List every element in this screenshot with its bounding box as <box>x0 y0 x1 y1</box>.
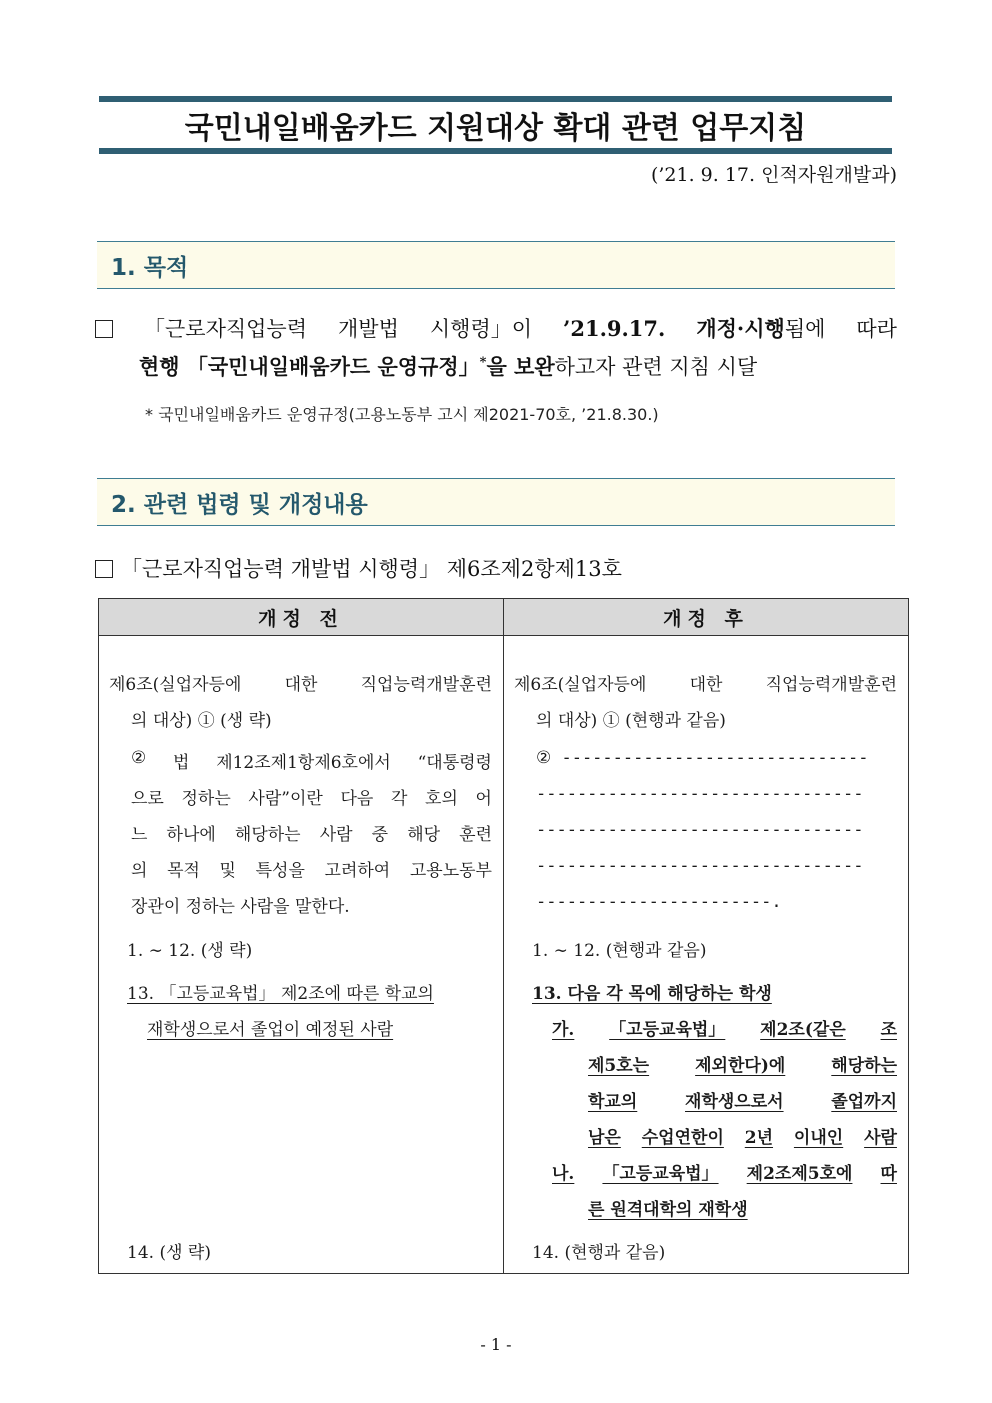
before-cell <box>99 636 504 1274</box>
word: 따 <box>880 1164 897 1184</box>
word: 훈련 <box>459 825 492 845</box>
after-item-ga-line-4 <box>588 1123 897 1148</box>
checkbox-square-icon <box>95 320 113 338</box>
comparison-table <box>98 598 909 1274</box>
before-para2-line-2 <box>131 784 492 809</box>
word: 개발법 <box>338 317 399 341</box>
section-2-heading: 2. 관련 법령 및 개정내용 <box>97 478 895 526</box>
word: 고려하여 <box>324 861 391 881</box>
purpose-line-2 <box>95 346 897 384</box>
law-reference <box>95 552 622 586</box>
checkbox-square-icon <box>95 560 113 578</box>
purpose-paragraph <box>95 312 897 384</box>
before-para2-line-3 <box>131 820 492 845</box>
word: 남은 <box>588 1128 621 1148</box>
before-item-14: 14. (생 략) <box>127 1243 211 1263</box>
word: 제외한다)에 <box>695 1056 786 1076</box>
word-bold: 개정·시행 <box>696 316 785 341</box>
word: 제12조제1항제6호에서 <box>216 753 391 773</box>
word: 목적 <box>167 861 200 881</box>
word: 으로 <box>131 789 164 809</box>
document-title: 국민내일배움카드 지원대상 확대 관련 업무지침 <box>184 111 807 146</box>
before-items-1-12: 1. ∼ 12. (생 략) <box>127 941 253 961</box>
dateline: (’21. 9. 17. 인적자원개발과) <box>650 164 897 186</box>
table-row <box>99 636 909 1274</box>
after-para2-line-2: -------------------------------- <box>536 784 864 804</box>
after-item-14: 14. (현행과 같음) <box>532 1243 666 1263</box>
before-para2-line-1 <box>131 748 492 773</box>
footnote: * 국민내일배움카드 운영규정(고용노동부 고시 제2021-70호, ’21.8.30.) <box>145 405 659 424</box>
word: 사람”이란 <box>248 789 323 809</box>
word: 「고등교육법」 <box>609 1020 726 1040</box>
word: 따라 <box>856 317 897 341</box>
footnote-mark: * <box>479 355 487 370</box>
regulation-name: 현행 「국민내일배움카드 운영규정」 <box>139 354 480 379</box>
word: 의 <box>131 861 148 881</box>
word: 다음 <box>340 789 374 809</box>
word: 가. <box>552 1020 575 1040</box>
section-1-heading: 1. 목적 <box>97 241 895 289</box>
before-article-line-1 <box>109 670 492 695</box>
before-article-line-2: 의 대상) ① (생 략) <box>131 711 272 731</box>
word: 됨에 <box>784 317 826 341</box>
word: 졸업까지 <box>831 1092 897 1112</box>
after-para2-line-4: -------------------------------- <box>536 856 864 876</box>
word: 및 <box>219 861 236 881</box>
word: 해당하는 <box>831 1056 897 1076</box>
word: 직업능력개발훈련 <box>765 675 897 695</box>
after-para2-line-5: -----------------------. <box>536 892 782 912</box>
after-items-1-12: 1. ∼ 12. (현행과 같음) <box>532 941 707 961</box>
word-group <box>696 312 825 346</box>
word: 사람 <box>864 1128 897 1148</box>
table-header-row <box>99 599 909 636</box>
word: 대한 <box>689 675 723 695</box>
word: 학교의 <box>588 1092 638 1112</box>
after-para2-line-1: ② ------------------------------ <box>536 748 869 768</box>
word: 제5호는 <box>588 1056 650 1076</box>
word: 「고등교육법」 <box>602 1164 719 1184</box>
header-before: 개정 전 <box>99 599 504 636</box>
word: 호의 <box>425 789 458 809</box>
after-item-13-line-1: 13. 다음 각 목에 해당하는 학생 <box>532 984 772 1004</box>
word: 대한 <box>284 675 318 695</box>
after-cell <box>504 636 909 1274</box>
after-item-ga-line-3 <box>588 1087 897 1112</box>
word: 느 <box>131 825 148 845</box>
word: 중 <box>371 825 389 845</box>
word: 수업연한이 <box>641 1128 724 1148</box>
word: ② <box>131 748 147 768</box>
word: 직업능력개발훈련 <box>360 675 492 695</box>
word: 사람 <box>319 825 353 845</box>
word: 어 <box>475 789 492 809</box>
word: 제6조(실업자등에 <box>109 675 242 695</box>
after-item-na-line-1 <box>552 1159 897 1184</box>
after-para2-line-3: -------------------------------- <box>536 820 864 840</box>
word: 해당 <box>407 825 441 845</box>
word: 해당하는 <box>234 825 301 845</box>
after-article-line-1 <box>514 670 897 695</box>
purpose-line-1 <box>95 312 897 346</box>
before-para2-line-4 <box>131 856 492 881</box>
purpose-tail: 하고자 관련 지침 시달 <box>554 355 758 379</box>
word-bold: ’21.9.17. <box>563 316 666 341</box>
header-after: 개정 후 <box>504 599 909 636</box>
word: 제2조(같은 <box>760 1020 846 1040</box>
before-item-13-line-2: 재학생으로서 졸업이 예정된 사람 <box>147 1020 394 1040</box>
word: 하나에 <box>166 825 216 845</box>
supplement-text: 을 보완 <box>486 354 555 379</box>
page-number: - 1 - <box>480 1335 512 1354</box>
law-reference-text: 「근로자직업능력 개발법 시행령」 제6조제2항제13호 <box>121 557 622 581</box>
after-article-line-2: 의 대상) ① (현행과 같음) <box>536 711 726 731</box>
word: 2년 <box>744 1128 774 1148</box>
word: 제6조(실업자등에 <box>514 675 647 695</box>
word: 정하는 <box>181 789 231 809</box>
word: 고용노동부 <box>409 861 492 881</box>
word: 법 <box>173 753 190 773</box>
before-para2-line-5: 장관이 정하는 사람을 말한다. <box>131 897 350 917</box>
word: 각 <box>390 789 408 809</box>
word: “대통령령 <box>417 753 492 773</box>
word: 제2조제5호에 <box>746 1164 853 1184</box>
after-item-ga-line-1 <box>552 1015 897 1040</box>
after-item-ga-line-2 <box>588 1051 897 1076</box>
word: 「근로자직업능력 <box>144 317 308 341</box>
word: 시행령」이 <box>429 317 533 341</box>
title-box <box>99 96 892 154</box>
word: 특성을 <box>255 861 305 881</box>
word: 이내인 <box>793 1128 844 1148</box>
word: 재학생으로서 <box>685 1092 784 1112</box>
word: 조 <box>880 1020 897 1040</box>
after-item-na-line-2: 른 원격대학의 재학생 <box>588 1200 748 1220</box>
word: 나. <box>552 1164 575 1184</box>
before-item-13-line-1: 13. 「고등교육법」 제2조에 따른 학교의 <box>127 984 434 1004</box>
